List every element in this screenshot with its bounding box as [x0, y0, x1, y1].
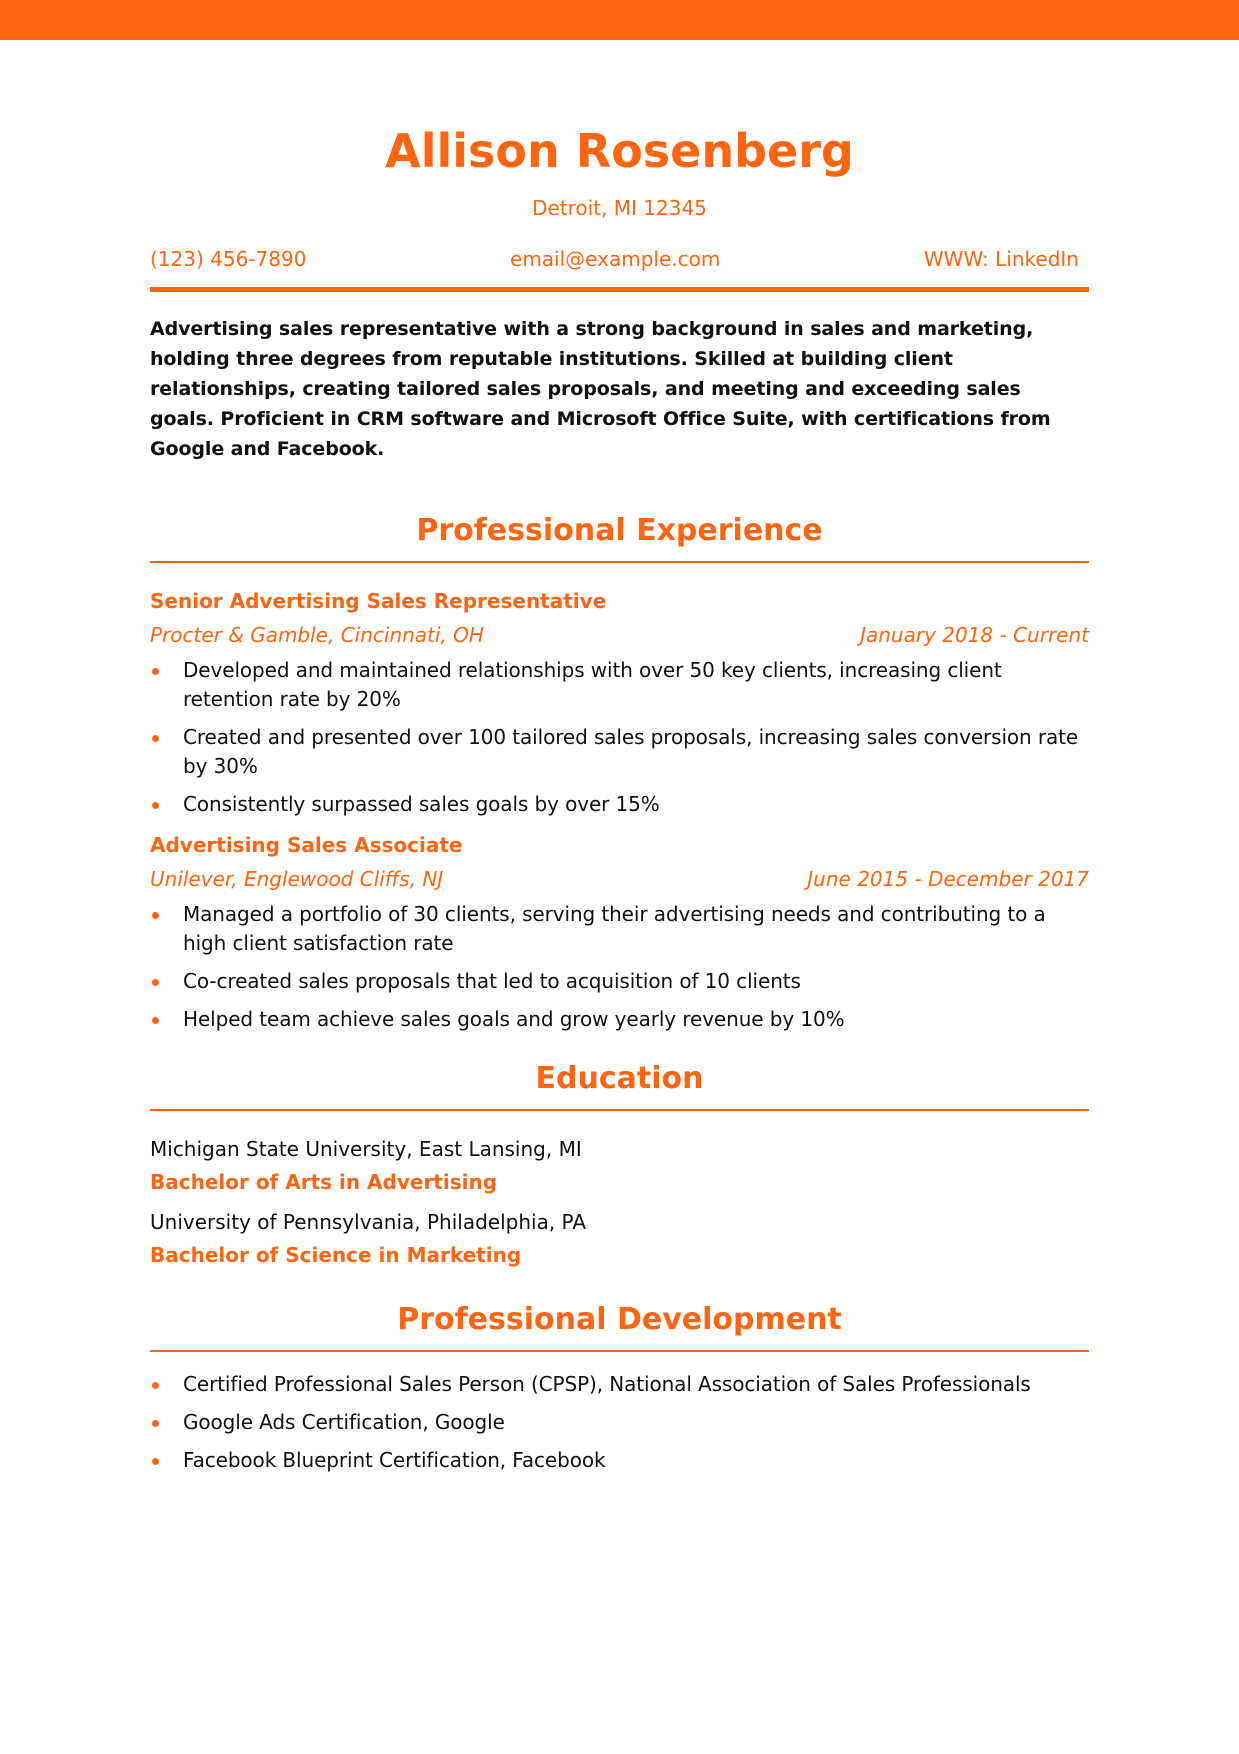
bullet-icon: [152, 979, 159, 986]
section-divider: [150, 1350, 1089, 1352]
list-item: [150, 1370, 1089, 1399]
bullet-icon: [152, 1382, 159, 1389]
experience-section: [150, 513, 1089, 1034]
section-title-experience: Professional Experience: [416, 513, 823, 548]
bullet-text: Certified Professional Sales Person (CPSP), National Association of Sales Professionals: [183, 1372, 1031, 1396]
list-item: [150, 656, 1089, 714]
email-link[interactable]: email@example.com: [510, 247, 721, 271]
edu-degree: Bachelor of Arts in Advertising: [150, 1170, 498, 1194]
education-section: [150, 1061, 1089, 1267]
candidate-address: Detroit, MI 12345: [532, 196, 707, 220]
edu-school: University of Pennsylvania, Philadelphia, PA: [150, 1210, 587, 1234]
job-entry: [150, 835, 1089, 1034]
job-bullets: [150, 900, 1089, 1034]
development-section: [150, 1302, 1089, 1475]
job-dates: June 2015 - December 2017: [807, 867, 1089, 891]
bullet-icon: [152, 735, 159, 742]
list-item: [150, 1005, 1089, 1034]
job-bullets: [150, 656, 1089, 819]
bullet-icon: [152, 1017, 159, 1024]
professional-summary: Advertising sales representative with a strong background in sales and marketing, holding three degrees from reputable institutions. Skilled at building client relationships, creating tailored sales proposals, and meeting and exceeding sales goals. Proficient in CRM software and Microsoft Office Suite, with certifications from Google and Facebook.: [150, 318, 1051, 460]
list-item: [150, 790, 1089, 819]
bullet-text: Google Ads Certification, Google: [183, 1410, 505, 1434]
edu-school: Michigan State University, East Lansing, MI: [150, 1137, 582, 1161]
bullet-text: Developed and maintained relationships with over 50 key clients, increasing client retention rate by 20%: [183, 658, 1002, 711]
bullet-text: Helped team achieve sales goals and grow yearly revenue by 10%: [183, 1007, 845, 1031]
section-title-development: Professional Development: [397, 1302, 842, 1337]
header-divider: [150, 287, 1089, 292]
section-divider: [150, 1109, 1089, 1111]
bullet-text: Created and presented over 100 tailored sales proposals, increasing sales conversion rate by 30%: [183, 725, 1079, 778]
job-title: Advertising Sales Associate: [150, 833, 463, 857]
job-title: Senior Advertising Sales Representative: [150, 589, 607, 613]
list-item: [150, 1408, 1089, 1437]
bullet-icon: [152, 668, 159, 675]
phone-number: (123) 456-7890: [150, 247, 307, 271]
section-title-education: Education: [535, 1061, 704, 1096]
bullet-icon: [152, 802, 159, 809]
development-list: [150, 1370, 1089, 1475]
resume-page: [150, 40, 1089, 1475]
bullet-text: Consistently surpassed sales goals by over 15%: [183, 792, 660, 816]
bullet-icon: [152, 912, 159, 919]
list-item: [150, 967, 1089, 996]
job-company: Procter & Gamble, Cincinnati, OH: [150, 623, 484, 647]
bullet-icon: [152, 1458, 159, 1465]
list-item: [150, 900, 1089, 958]
bullet-icon: [152, 1420, 159, 1427]
list-item: [150, 723, 1089, 781]
job-entry: [150, 591, 1089, 819]
job-company: Unilever, Englewood Cliffs, NJ: [150, 867, 444, 891]
edu-degree: Bachelor of Science in Marketing: [150, 1243, 522, 1267]
contact-row: [150, 249, 1089, 269]
bullet-text: Co-created sales proposals that led to acquisition of 10 clients: [183, 969, 801, 993]
bullet-text: Facebook Blueprint Certification, Facebook: [183, 1448, 606, 1472]
education-entry: [150, 1212, 1089, 1265]
candidate-name: Allison Rosenberg: [385, 124, 854, 178]
website-link[interactable]: WWW: LinkedIn: [923, 247, 1079, 271]
education-entry: [150, 1139, 1089, 1192]
bullet-text: Managed a portfolio of 30 clients, serving their advertising needs and contributing to a high client satisfaction rate: [183, 902, 1046, 955]
section-divider: [150, 561, 1089, 563]
top-accent-bar: [0, 0, 1239, 40]
job-dates: January 2018 - Current: [860, 623, 1089, 647]
list-item: [150, 1446, 1089, 1475]
